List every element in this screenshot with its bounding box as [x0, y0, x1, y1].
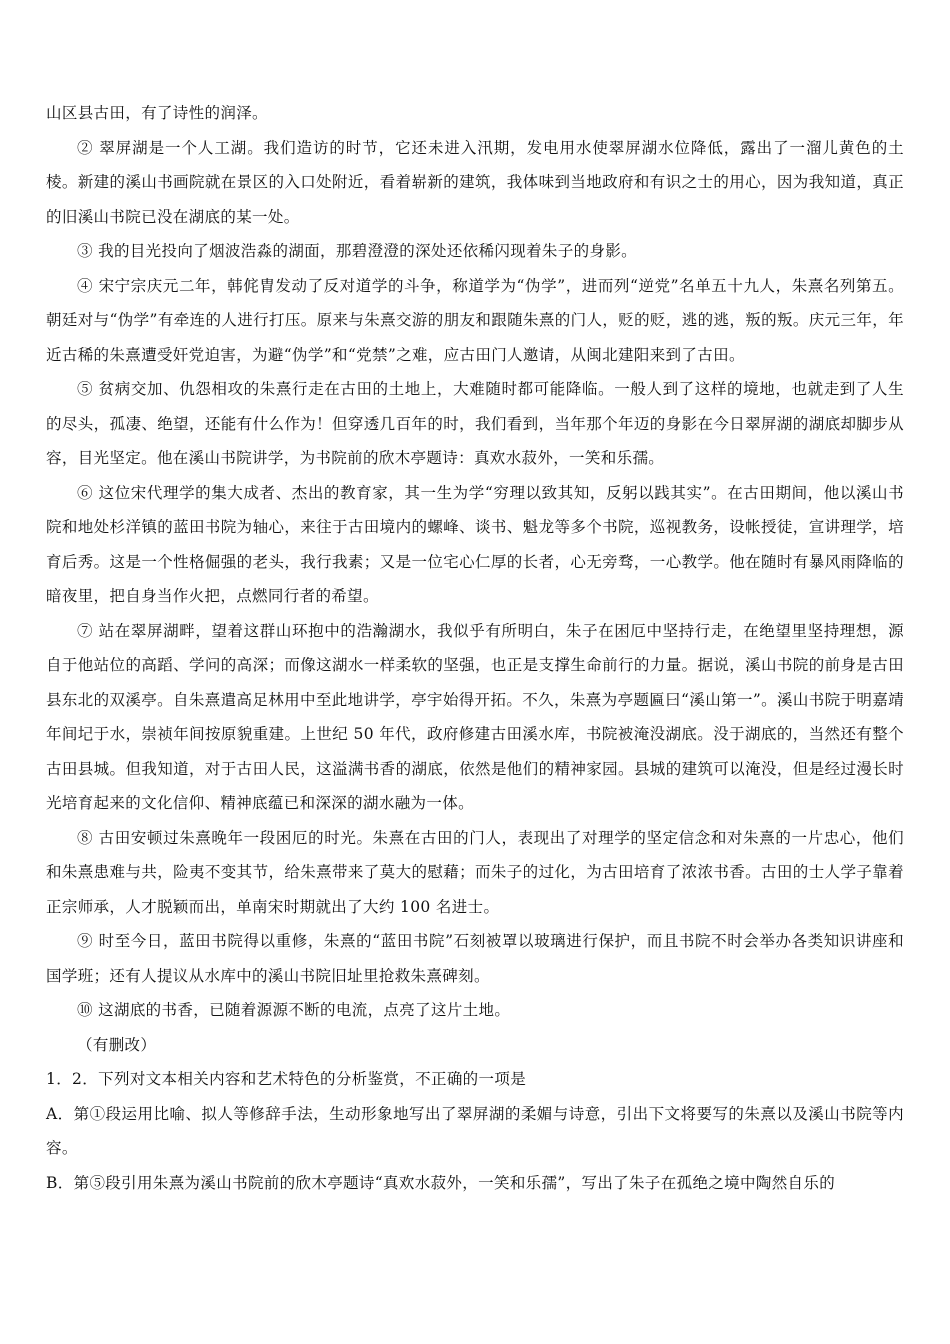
paragraph-10: ⑩ 这湖底的书香，已随着源源不断的电流，点亮了这片土地。 [77, 1001, 511, 1019]
paragraph-8: ⑧ 古田安顿过朱熹晚年一段困厄的时光。朱熹在古田的门人，表现出了对理学的坚定信念和对朱熹的一片忠心，他们和朱熹患难与共，险夷不变其节，给朱熹带来了莫大的慰藉；而朱子的过化，为古田培育了浓浓书香。古田的士人学子靠着正宗师承，人才脱颖而出，单南宋时期就出了大约 100 名进士。 [46, 828, 904, 916]
paragraph-7: ⑦ 站在翠屏湖畔，望着这群山环抱中的浩瀚湖水，我似乎有所明白，朱子在困厄中坚持行走，在绝望里坚持理想，源自于他站位的高蹈、学问的高深；而像这湖水一样柔软的坚强，也正是支撑生命前行的力量。据说，溪山书院的前身是古田县东北的双溪亭。自朱熹遣高足林用中至此地讲学，亭宇始得开拓。不久，朱熹为亭题匾曰“溪山第一”。溪山书院于明嘉靖年间圮于水，崇祯年间按原貌重建。上世纪 50 年代，政府修建古田溪水库，书院被淹没湖底。没于湖底的，当然还有整个古田县城。但我知道，对于古田人民，这溢满书香的湖底，依然是他们的精神家园。县城的建筑可以淹没，但是经过漫长时光培育起来的文化信仰、精神底蕴已和深深的湖水融为一体。 [46, 621, 904, 812]
paragraph-4: ④ 宋宁宗庆元二年，韩侂胄发动了反对道学的斗争，称道学为“伪学”，进而列“逆党”名单五十九人，朱熹名列第五。朝廷对与“伪学”有牵连的人进行打压。原来与朱熹交游的朋友和跟随朱熹的门人，贬的贬，逃的逃，叛的叛。庆元三年，年近古稀的朱熹遭受奸党迫害，为避“伪学”和“党禁”之难，应古田门人邀请，从闽北建阳来到了古田。 [46, 276, 904, 364]
paragraph-5: ⑤ 贫病交加、仇怨相攻的朱熹行走在古田的土地上，大难随时都可能降临。一般人到了这样的境地，也就走到了人生的尽头，孤凄、绝望，还能有什么作为！但穿透几百年的时，我们看到，当年那个年迈的身影在今日翠屏湖的湖底却脚步从容，目光坚定。他在溪山书院讲学，为书院前的欣木亭题诗：真欢水菽外，一笑和乐孺。 [46, 380, 904, 467]
paragraph-3: ③ 我的目光投向了烟波浩淼的湖面，那碧澄澄的深处还依稀闪现着朱子的身影。 [77, 242, 638, 260]
opening-line: 山区县古田，有了诗性的润泽。 [46, 104, 268, 122]
question-stem: 1．2．下列对文本相关内容和艺术特色的分析鉴赏，不正确的一项是 [46, 1070, 527, 1088]
paragraph-6: ⑥ 这位宋代理学的集大成者、杰出的教育家，其一生为学“穷理以致其知，反躬以践其实”。在古田期间，他以溪山书院和地处杉洋镇的蓝田书院为轴心，来往于古田境内的螺峰、谈书、魁龙等多个书院，巡视教务，设帐授徒，宣讲理学，培育后秀。这是一个性格倔强的老头，我行我素；又是一位宅心仁厚的长者，心无旁骛，一心教学。他在随时有暴风雨降临的暗夜里，把自身当作火把，点燃同行者的希望。 [46, 483, 904, 605]
source-note: （有删改） [77, 1035, 157, 1054]
option-b: B．第⑤段引用朱熹为溪山书院前的欣木亭题诗“真欢水菽外，一笑和乐孺”，写出了朱子在孤绝之境中陶然自乐的 [46, 1173, 836, 1192]
paragraph-9: ⑨ 时至今日，蓝田书院得以重修，朱熹的“蓝田书院”石刻被罩以玻璃进行保护，而且书院不时会举办各类知识讲座和国学班；还有人提议从水库中的溪山书院旧址里抢救朱熹碑刻。 [46, 932, 904, 985]
option-a: A．第①段运用比喻、拟人等修辞手法，生动形象地写出了翠屏湖的柔媚与诗意，引出下文将要写的朱熹以及溪山书院等内容。 [46, 1104, 904, 1157]
paragraph-2: ② 翠屏湖是一个人工湖。我们造访的时节，它还未进入汛期，发电用水使翠屏湖水位降低，露出了一溜儿黄色的土棱。新建的溪山书画院就在景区的入口处附近，看着崭新的建筑，我体味到当地政府和有识之士的用心，因为我知道，真正的旧溪山书院已没在湖底的某一处。 [46, 138, 904, 226]
